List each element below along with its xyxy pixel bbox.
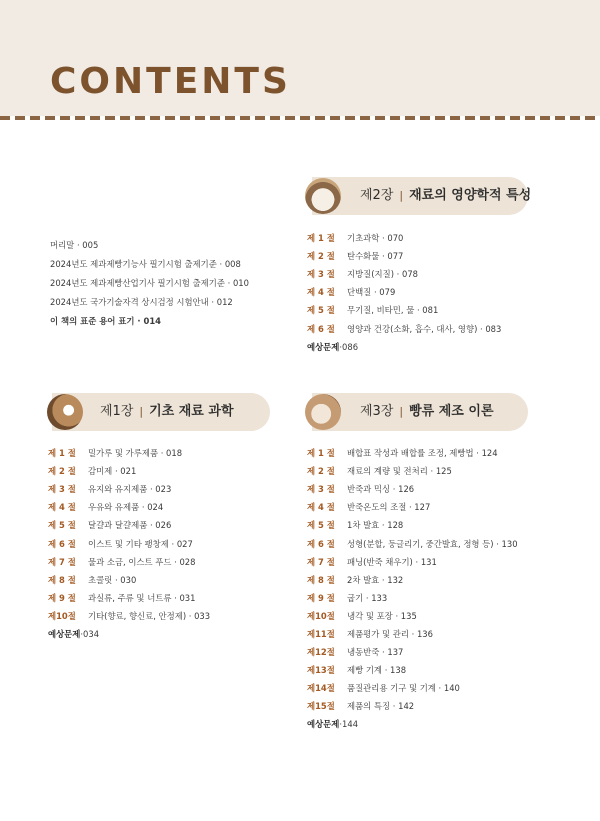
leader-dot: · (379, 647, 388, 658)
section-title-text: 반죽과 믹싱 (347, 484, 391, 495)
toc-row[interactable] (48, 589, 210, 607)
section-title (347, 610, 417, 622)
toc-row[interactable] (307, 444, 518, 462)
section-title (347, 501, 430, 513)
page-number: 130 (501, 538, 518, 549)
section-title-text: 유지와 유지제품 (88, 484, 148, 495)
section-number: 제 3 절 (48, 484, 76, 495)
leader-dot: · (363, 592, 372, 603)
leader-dot: · (216, 259, 225, 269)
section-number: 제15절 (307, 701, 335, 712)
page-number: 028 (179, 556, 196, 567)
leader-dot: · (379, 520, 388, 531)
page-number: 070 (387, 233, 404, 244)
toc-row[interactable] (307, 319, 501, 337)
page-number: 128 (387, 520, 404, 531)
section-title-text: 이스트 및 기타 팽창제 (88, 538, 169, 549)
section-title-text: 지방질(지질) (347, 269, 394, 280)
toc-row[interactable] (307, 265, 501, 283)
leader-dot: · (473, 448, 482, 459)
section-title (347, 556, 437, 568)
section-title-text: 탄수화물 (347, 251, 380, 262)
section-number: 제10절 (48, 610, 76, 621)
leader-dot: · (147, 484, 156, 495)
practice-questions-label: 예상문제 (307, 719, 340, 730)
page-number: 021 (120, 466, 137, 477)
section-title-text: 반죽온도의 조절 (347, 502, 407, 513)
practice-questions-row[interactable] (48, 625, 210, 643)
section-title (88, 574, 136, 586)
chapter-1-sections (48, 444, 210, 643)
section-number: 제 2 절 (307, 251, 335, 262)
page-number: 005 (82, 240, 99, 250)
page-number: 030 (120, 574, 137, 585)
toc-row[interactable] (307, 625, 518, 643)
page-number: 142 (398, 701, 415, 712)
section-title (347, 628, 433, 640)
section-title (88, 483, 171, 495)
leader-dot: · (74, 240, 83, 250)
practice-questions-label: 예상문제 (48, 628, 81, 639)
toc-row[interactable] (307, 229, 501, 247)
leader-dot: · (493, 538, 502, 549)
page-number: 140 (443, 683, 460, 694)
leader-dot: · (168, 538, 177, 549)
front-matter-item[interactable] (50, 236, 249, 255)
leader-dot: · (112, 466, 121, 477)
item-label: 2024년도 제과제빵기능사 필기시험 출제기준 (50, 259, 217, 269)
section-title (347, 700, 414, 712)
leader-dot: · (408, 628, 417, 639)
section-number: 제 6 절 (307, 323, 335, 334)
toc-row[interactable] (307, 498, 518, 516)
section-title-text: 우유와 유제품 (88, 502, 140, 513)
toc-row[interactable] (307, 679, 518, 697)
item-label: 머리말 (50, 240, 75, 250)
page-number: 127 (414, 502, 431, 513)
section-title-text: 성형(분할, 둥글리기, 중간발효, 정형 등) (347, 538, 494, 549)
header-band (0, 0, 600, 116)
section-title-text: 감미제 (88, 466, 113, 477)
section-title (347, 250, 403, 262)
toc-row[interactable] (48, 444, 210, 462)
toc-row[interactable] (307, 643, 518, 661)
section-title-text: 물과 소금, 이스트 푸드 (88, 556, 172, 567)
section-title (347, 519, 403, 531)
leader-dot: · (394, 269, 402, 280)
section-title (347, 268, 418, 280)
section-title-text: 냉동반죽 (347, 647, 380, 658)
separator: | (399, 189, 404, 202)
section-number: 제 2 절 (307, 466, 335, 477)
section-number: 제 2 절 (48, 466, 76, 477)
chapter-number: 제2장 (360, 188, 394, 203)
toc-row[interactable] (307, 462, 518, 480)
section-title-text: 제품평가 및 관리 (347, 628, 409, 639)
leader-dot: · (477, 323, 486, 334)
section-title (347, 664, 406, 676)
section-title (347, 538, 518, 550)
section-number: 제 6 절 (307, 538, 335, 549)
section-title-text: 영양과 건강(소화, 흡수, 대사, 영향) (347, 323, 478, 334)
chapter-1-header[interactable] (52, 393, 270, 431)
page-number: 138 (390, 665, 407, 676)
section-title-text: 굽기 (347, 592, 364, 603)
section-title-text: 배합표 작성과 배합률 조정, 제빵법 (347, 448, 474, 459)
toc-row[interactable] (307, 247, 501, 265)
section-number: 제 9 절 (48, 592, 76, 603)
section-title-text: 재료의 계량 및 전처리 (347, 466, 428, 477)
section-title (347, 483, 414, 495)
separator: | (399, 405, 404, 418)
page-number: 131 (420, 556, 437, 567)
toc-row[interactable] (307, 589, 518, 607)
page-number: 132 (387, 574, 404, 585)
page-number: 010 (232, 278, 249, 288)
chapter-number: 제3장 (360, 404, 394, 419)
section-number: 제 4 절 (307, 287, 335, 298)
section-title (347, 323, 501, 335)
page-number: 083 (485, 323, 502, 334)
toc-row[interactable] (48, 462, 210, 480)
section-number: 제 9 절 (307, 592, 335, 603)
page-number: 018 (166, 448, 183, 459)
leader-dot: · (147, 520, 156, 531)
page-number: 033 (194, 610, 211, 621)
page-number: 086 (342, 341, 359, 352)
toc-row[interactable] (307, 516, 518, 534)
chapter-2-sections (307, 229, 501, 356)
section-title (88, 447, 182, 459)
page-number: 144 (342, 719, 359, 730)
section-title-text: 냉각 및 포장 (347, 610, 393, 621)
section-title-text: 기타(향료, 향신료, 안정제) (88, 610, 187, 621)
toc-row[interactable] (307, 553, 518, 571)
section-number: 제 5 절 (48, 520, 76, 531)
section-title (347, 574, 403, 586)
leader-dot: · (139, 502, 148, 513)
section-title (347, 286, 395, 298)
leader-dot: · (412, 556, 421, 567)
page-number: 135 (400, 610, 417, 621)
section-number: 제12절 (307, 647, 335, 658)
toc-row[interactable] (307, 697, 518, 715)
item-label: 이 책의 표준 용어 표기 (50, 316, 135, 326)
front-matter-list (50, 236, 249, 331)
page-number: 124 (481, 448, 498, 459)
leader-dot: · (186, 610, 195, 621)
page-number: 137 (387, 647, 404, 658)
chapter-title: 기초 재료 과학 (149, 404, 234, 419)
section-number: 제 1 절 (48, 448, 76, 459)
front-matter-item[interactable] (50, 255, 249, 274)
section-number: 제 7 절 (48, 556, 76, 567)
leader-dot: · (371, 287, 380, 298)
leader-dot: · (414, 305, 423, 316)
front-matter-item[interactable] (50, 293, 249, 312)
section-title-text: 기초과학 (347, 233, 380, 244)
section-title (88, 610, 210, 622)
section-title-text: 달걀과 달걀제품 (88, 520, 148, 531)
section-title-text: 단백질 (347, 287, 372, 298)
leader-dot: · (224, 278, 233, 288)
section-number: 제14절 (307, 683, 335, 694)
page-number: 008 (224, 259, 241, 269)
section-title (347, 682, 460, 694)
practice-questions-label: 예상문제 (307, 341, 340, 352)
toc-row[interactable] (48, 498, 210, 516)
section-title-text: 제품의 특징 (347, 701, 391, 712)
section-number: 제 1 절 (307, 233, 335, 244)
leader-dot: · (171, 592, 180, 603)
toc-row[interactable] (307, 480, 518, 498)
section-title-text: 무기질, 비타민, 물 (347, 305, 415, 316)
section-title-text: 제빵 기계 (347, 665, 383, 676)
chapter-3-header[interactable] (312, 393, 528, 431)
page-number: 023 (155, 484, 172, 495)
page-number: 027 (176, 538, 193, 549)
practice-questions-row[interactable] (307, 338, 501, 356)
front-matter-item[interactable] (50, 274, 249, 293)
practice-questions-row[interactable] (307, 715, 518, 733)
chapter-title: 빵류 제조 이론 (409, 404, 494, 419)
toc-row[interactable] (307, 607, 518, 625)
page-number: 081 (422, 305, 439, 316)
section-title (347, 646, 403, 658)
page-number: 024 (147, 502, 164, 513)
leader-dot: · (339, 719, 343, 730)
leader-dot: · (427, 466, 436, 477)
section-title (88, 501, 163, 513)
front-matter-item[interactable] (50, 312, 249, 331)
section-number: 제 7 절 (307, 556, 335, 567)
page-title: CONTENTS (50, 61, 291, 102)
page-number: 133 (371, 592, 388, 603)
dough-icon (305, 394, 341, 430)
page-number: 077 (387, 251, 404, 262)
section-number: 제 5 절 (307, 520, 335, 531)
section-title-text: 패닝(반죽 채우기) (347, 556, 413, 567)
leader-dot: · (379, 574, 388, 585)
page-number: 136 (416, 628, 433, 639)
leader-dot: · (339, 341, 343, 352)
section-title (347, 232, 403, 244)
toc-row[interactable] (48, 480, 210, 498)
section-title (88, 592, 195, 604)
item-label: 2024년도 국가기술자격 상시검정 시험안내 (50, 297, 209, 307)
toc-row[interactable] (48, 534, 210, 552)
item-label: 2024년도 제과제빵산업기사 필기시험 출제기준 (50, 278, 225, 288)
leader-dot: · (134, 316, 144, 326)
section-title-text: 품질관리용 기구 및 기계 (347, 683, 436, 694)
section-title (88, 465, 136, 477)
section-title (347, 592, 387, 604)
section-number: 제11절 (307, 628, 335, 639)
leader-dot: · (379, 233, 388, 244)
toc-row[interactable] (307, 571, 518, 589)
section-title-text: 밀가루 및 가루제품 (88, 448, 159, 459)
leader-dot: · (406, 502, 415, 513)
dashed-divider (0, 116, 600, 120)
leader-dot: · (208, 297, 217, 307)
page-number: 034 (83, 628, 100, 639)
section-title (88, 519, 171, 531)
section-number: 제 3 절 (307, 484, 335, 495)
chapter-number: 제1장 (100, 404, 134, 419)
section-number: 제 3 절 (307, 269, 335, 280)
leader-dot: · (435, 683, 444, 694)
section-number: 제10절 (307, 610, 335, 621)
section-title (347, 304, 438, 316)
page-number: 014 (143, 316, 161, 326)
leader-dot: · (171, 556, 180, 567)
toc-row[interactable] (307, 661, 518, 679)
leader-dot: · (112, 574, 121, 585)
section-number: 제 4 절 (48, 502, 76, 513)
section-title (88, 538, 193, 550)
separator: | (139, 405, 144, 418)
leader-dot: · (80, 628, 84, 639)
section-title-text: 초콜릿 (88, 574, 113, 585)
section-number: 제 1 절 (307, 448, 335, 459)
leader-dot: · (379, 251, 388, 262)
section-number: 제 4 절 (307, 502, 335, 513)
chapter-title: 재료의 영양학적 특성 (409, 188, 532, 203)
bowl-icon (305, 178, 341, 214)
toc-row[interactable] (307, 534, 518, 552)
leader-dot: · (390, 484, 399, 495)
leader-dot: · (390, 701, 399, 712)
page-number: 126 (398, 484, 415, 495)
section-title-text: 과실류, 주류 및 너트류 (88, 592, 172, 603)
ingredients-icon (47, 394, 83, 430)
section-title-text: 1차 발효 (347, 520, 380, 531)
section-number: 제13절 (307, 665, 335, 676)
toc-row[interactable] (48, 553, 210, 571)
section-title-text: 2차 발효 (347, 574, 380, 585)
toc-row[interactable] (48, 516, 210, 534)
chapter-3-sections (307, 444, 518, 733)
section-title (347, 465, 452, 477)
leader-dot: · (158, 448, 167, 459)
section-title (88, 556, 195, 568)
page-number: 031 (179, 592, 196, 603)
section-number: 제 5 절 (307, 305, 335, 316)
section-number: 제 6 절 (48, 538, 76, 549)
page-number: 125 (435, 466, 452, 477)
page-number: 026 (155, 520, 172, 531)
toc-row[interactable] (48, 571, 210, 589)
section-number: 제 8 절 (48, 574, 76, 585)
page-number: 078 (402, 269, 418, 280)
toc-row[interactable] (48, 607, 210, 625)
toc-row[interactable] (307, 283, 501, 301)
page-number: 079 (379, 287, 396, 298)
leader-dot: · (392, 610, 401, 621)
section-number: 제 8 절 (307, 574, 335, 585)
leader-dot: · (382, 665, 391, 676)
page-number: 012 (216, 297, 233, 307)
toc-row[interactable] (307, 301, 501, 319)
chapter-2-header[interactable] (312, 177, 532, 215)
section-title (347, 447, 498, 459)
